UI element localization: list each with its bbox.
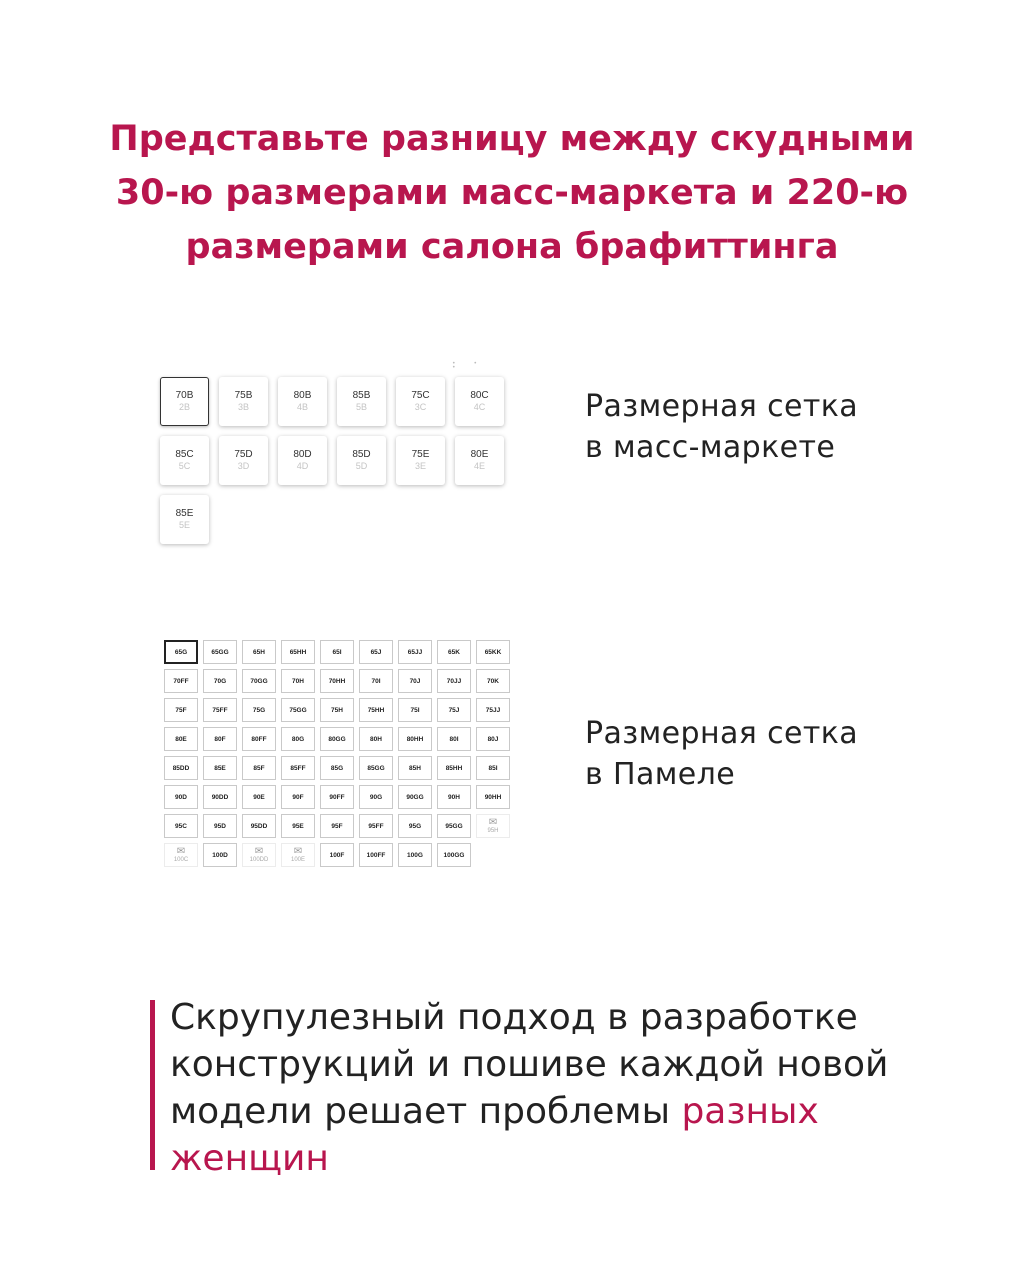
pamela-size-option[interactable]: [203, 727, 237, 751]
pamela-size-option[interactable]: [242, 814, 276, 838]
size-label: 70K: [487, 677, 499, 685]
pamela-size-option[interactable]: [242, 669, 276, 693]
pamela-size-option[interactable]: [320, 698, 354, 722]
size-label: 95GG: [445, 822, 463, 830]
size-label: 65H: [253, 648, 265, 656]
size-label: 100D: [212, 851, 228, 859]
size-label: 70HH: [328, 677, 346, 685]
pamela-size-option[interactable]: [164, 727, 198, 751]
mass-market-size-option[interactable]: [219, 436, 268, 485]
pamela-size-option[interactable]: [476, 640, 510, 664]
pamela-size-option[interactable]: [437, 640, 471, 664]
pamela-size-option[interactable]: [203, 698, 237, 722]
size-alt-label: 4E: [473, 461, 485, 471]
pamela-caption-line-2: в Памеле: [585, 757, 736, 792]
pamela-size-option[interactable]: [203, 843, 237, 867]
pamela-size-option[interactable]: [359, 785, 393, 809]
pamela-size-option[interactable]: [476, 756, 510, 780]
mass-market-size-option[interactable]: [278, 436, 327, 485]
envelope-icon: ✉: [293, 845, 303, 857]
size-label: 90E: [253, 793, 265, 801]
size-label: 85HH: [445, 764, 463, 772]
size-label: 80I: [449, 735, 459, 743]
quote-line-2: конструкций и пошиве каждой новой: [170, 1044, 889, 1085]
pamela-size-option[interactable]: [242, 640, 276, 664]
pamela-size-option[interactable]: [320, 669, 354, 693]
size-label: 95G: [408, 822, 422, 830]
size-label: 85DD: [172, 764, 190, 772]
headline-line-3: размерами салона брафиттинга: [185, 227, 839, 267]
pamela-size-option[interactable]: [242, 698, 276, 722]
size-label: 65I: [332, 648, 342, 656]
pamela-size-option[interactable]: [476, 785, 510, 809]
size-label: 80J: [487, 735, 499, 743]
size-label: 90H: [448, 793, 460, 801]
size-label: 70J: [409, 677, 421, 685]
pamela-size-option[interactable]: [359, 814, 393, 838]
size-alt-label: 3D: [237, 461, 250, 471]
size-label: 70FF: [173, 677, 189, 685]
size-label: 80G: [291, 735, 305, 743]
size-label: 75FF: [212, 706, 228, 714]
size-label: 95C: [175, 822, 187, 830]
size-alt-label: 4D: [296, 461, 309, 471]
size-label: 95DD: [250, 822, 268, 830]
pamela-size-option[interactable]: [398, 756, 432, 780]
size-label: 95F: [331, 822, 343, 830]
size-label: 95H: [487, 827, 499, 834]
quote-line-3-accent: разных: [681, 1091, 819, 1132]
size-label: 85E: [214, 764, 226, 772]
pamela-size-option[interactable]: [320, 843, 354, 867]
pamela-size-option-unavailable[interactable]: [164, 843, 198, 867]
size-label: 80B: [293, 390, 312, 401]
pamela-size-option[interactable]: [203, 814, 237, 838]
pamela-size-option[interactable]: [164, 640, 198, 664]
size-label: 85E: [175, 508, 194, 519]
headline-line-2: 30-ю размерами масс-маркета и 220-ю: [115, 173, 909, 213]
mass-market-size-option[interactable]: [396, 377, 445, 426]
pamela-size-option[interactable]: [398, 814, 432, 838]
pamela-size-option[interactable]: [437, 814, 471, 838]
mass-market-caption-line-2: в масс-маркете: [585, 430, 836, 465]
size-label: 65J: [370, 648, 382, 656]
pamela-size-option[interactable]: [164, 669, 198, 693]
size-label: 95E: [292, 822, 304, 830]
pamela-size-option[interactable]: [437, 669, 471, 693]
pamela-size-option[interactable]: [398, 698, 432, 722]
size-alt-label: 5E: [178, 520, 190, 530]
pamela-size-option[interactable]: [203, 785, 237, 809]
pamela-caption: [585, 713, 858, 795]
pamela-size-option[interactable]: [281, 727, 315, 751]
envelope-icon: ✉: [176, 845, 186, 857]
pamela-size-option[interactable]: [437, 785, 471, 809]
size-label: 75C: [411, 390, 430, 401]
size-label: 90F: [292, 793, 304, 801]
pamela-size-option[interactable]: [203, 756, 237, 780]
pamela-size-option-unavailable[interactable]: [281, 843, 315, 867]
envelope-icon: ✉: [254, 845, 264, 857]
pamela-caption-line-1: Размерная сетка: [585, 716, 859, 751]
size-label: 75D: [234, 449, 253, 460]
size-label: 85F: [253, 764, 265, 772]
pamela-size-option[interactable]: [398, 843, 432, 867]
size-label: 75F: [175, 706, 187, 714]
mass-market-size-option[interactable]: [160, 436, 209, 485]
mass-market-size-option[interactable]: [455, 377, 504, 426]
pamela-size-option[interactable]: [164, 785, 198, 809]
mass-market-caption: [585, 386, 858, 468]
pamela-size-option[interactable]: [320, 756, 354, 780]
size-label: 75I: [410, 706, 420, 714]
size-label: 75GG: [289, 706, 307, 714]
pamela-size-option[interactable]: [398, 785, 432, 809]
size-alt-label: 2B: [178, 402, 190, 412]
pamela-size-option[interactable]: [359, 698, 393, 722]
pamela-size-option[interactable]: [281, 814, 315, 838]
pamela-size-option[interactable]: [359, 756, 393, 780]
size-label: 90G: [369, 793, 383, 801]
size-label: 75G: [252, 706, 266, 714]
size-label: 65G: [174, 648, 188, 656]
mass-market-size-option[interactable]: [160, 495, 209, 544]
pamela-size-option-unavailable[interactable]: [476, 814, 510, 838]
pamela-size-option[interactable]: [437, 698, 471, 722]
mass-market-size-option[interactable]: [219, 377, 268, 426]
mass-market-size-option[interactable]: [160, 377, 209, 426]
size-alt-label: 5D: [355, 461, 368, 471]
pamela-size-option[interactable]: [476, 727, 510, 751]
size-label: 85G: [330, 764, 344, 772]
size-alt-label: 5C: [178, 461, 191, 471]
pamela-size-option[interactable]: [359, 727, 393, 751]
size-label: 85FF: [290, 764, 306, 772]
size-label: 70JJ: [446, 677, 462, 685]
size-label: 75JJ: [485, 706, 501, 714]
size-label: 75H: [331, 706, 343, 714]
size-label: 80H: [370, 735, 382, 743]
size-label: 75B: [234, 390, 253, 401]
size-alt-label: 3E: [414, 461, 426, 471]
quote-line-4-accent: женщин: [170, 1138, 329, 1179]
pamela-size-option[interactable]: [242, 756, 276, 780]
size-label: 80E: [175, 735, 187, 743]
quote-line-1: Скрупулезный подход в разработке: [170, 997, 858, 1038]
size-label: 80FF: [251, 735, 267, 743]
pamela-size-option[interactable]: [203, 669, 237, 693]
pamela-size-option[interactable]: [320, 640, 354, 664]
size-label: 100E: [290, 856, 305, 863]
size-label: 95D: [214, 822, 226, 830]
size-alt-label: 4B: [296, 402, 308, 412]
size-label: 70B: [175, 390, 194, 401]
size-label: 100G: [407, 851, 423, 859]
size-label: 80E: [470, 449, 489, 460]
pamela-size-option[interactable]: [164, 756, 198, 780]
pamela-size-option[interactable]: [359, 669, 393, 693]
size-label: 70H: [292, 677, 304, 685]
pamela-size-option-unavailable[interactable]: [242, 843, 276, 867]
pamela-size-option[interactable]: [398, 727, 432, 751]
size-label: 85H: [409, 764, 421, 772]
mass-market-size-option[interactable]: [337, 436, 386, 485]
size-label: 85GG: [367, 764, 385, 772]
quote-line-3: [170, 1088, 888, 1135]
pamela-size-option[interactable]: [398, 669, 432, 693]
size-label: 100C: [173, 856, 189, 863]
size-alt-label: 5B: [355, 402, 367, 412]
pamela-size-option[interactable]: [164, 814, 198, 838]
quote-text: [170, 994, 888, 1182]
size-label: 65KK: [484, 648, 502, 656]
pamela-size-option[interactable]: [476, 698, 510, 722]
size-label: 90D: [175, 793, 187, 801]
pamela-size-option[interactable]: [398, 640, 432, 664]
headline: [40, 112, 984, 274]
size-label: 65K: [448, 648, 460, 656]
pamela-size-option[interactable]: [437, 756, 471, 780]
quote-line-3-plain: модели решает проблемы: [170, 1091, 682, 1132]
size-label: 75HH: [367, 706, 385, 714]
pamela-size-option[interactable]: [242, 727, 276, 751]
size-label: 85B: [352, 390, 371, 401]
pamela-size-option[interactable]: [281, 640, 315, 664]
size-label: 100DD: [249, 856, 269, 863]
size-label: 100F: [329, 851, 345, 859]
pamela-size-option[interactable]: [437, 843, 471, 867]
size-label: 85I: [488, 764, 498, 772]
mass-market-size-option[interactable]: [278, 377, 327, 426]
mass-market-size-option[interactable]: [455, 436, 504, 485]
size-label: 90GG: [406, 793, 424, 801]
size-label: 80C: [470, 390, 489, 401]
pamela-size-option[interactable]: [476, 669, 510, 693]
size-label: 70G: [213, 677, 227, 685]
mass-market-size-option[interactable]: [396, 436, 445, 485]
pamela-size-option[interactable]: [164, 698, 198, 722]
pamela-size-option[interactable]: [203, 640, 237, 664]
size-label: 90FF: [329, 793, 345, 801]
mass-market-size-grid: [160, 377, 510, 544]
size-label: 80F: [214, 735, 226, 743]
mass-market-caption-line-1: Размерная сетка: [585, 389, 859, 424]
size-label: 70GG: [250, 677, 268, 685]
pamela-size-option[interactable]: [281, 785, 315, 809]
pamela-size-grid: [164, 640, 510, 867]
size-label: 65GG: [211, 648, 229, 656]
pamela-size-option[interactable]: [359, 640, 393, 664]
size-alt-label: 3C: [414, 402, 427, 412]
size-label: 80GG: [328, 735, 346, 743]
mass-market-size-option[interactable]: [337, 377, 386, 426]
size-label: 85D: [352, 449, 371, 460]
size-label: 80D: [293, 449, 312, 460]
size-label: 85C: [175, 449, 194, 460]
size-label: 95FF: [368, 822, 384, 830]
size-label: 75E: [411, 449, 430, 460]
pamela-size-option[interactable]: [320, 814, 354, 838]
pamela-size-option[interactable]: [281, 669, 315, 693]
envelope-icon: ✉: [488, 816, 498, 828]
size-label: 100GG: [443, 851, 465, 859]
pamela-size-option[interactable]: [359, 843, 393, 867]
pamela-size-option[interactable]: [242, 785, 276, 809]
size-alt-label: 4C: [473, 402, 486, 412]
pamela-size-option[interactable]: [281, 698, 315, 722]
pamela-size-option[interactable]: [437, 727, 471, 751]
size-label: 65JJ: [407, 648, 423, 656]
size-label: 90HH: [484, 793, 502, 801]
size-label: 65HH: [289, 648, 307, 656]
size-label: 100FF: [366, 851, 386, 859]
size-alt-label: 3B: [237, 402, 249, 412]
headline-line-1: Представьте разницу между скудными: [109, 119, 915, 159]
size-label: 75J: [448, 706, 460, 714]
quote-block: [150, 997, 889, 1179]
pamela-size-option[interactable]: [320, 785, 354, 809]
pamela-size-option[interactable]: [320, 727, 354, 751]
size-label: 70I: [371, 677, 381, 685]
size-label: 80HH: [406, 735, 424, 743]
pamela-size-option[interactable]: [281, 756, 315, 780]
size-label: 90DD: [211, 793, 229, 801]
carousel-dots: • • •: [452, 360, 485, 371]
